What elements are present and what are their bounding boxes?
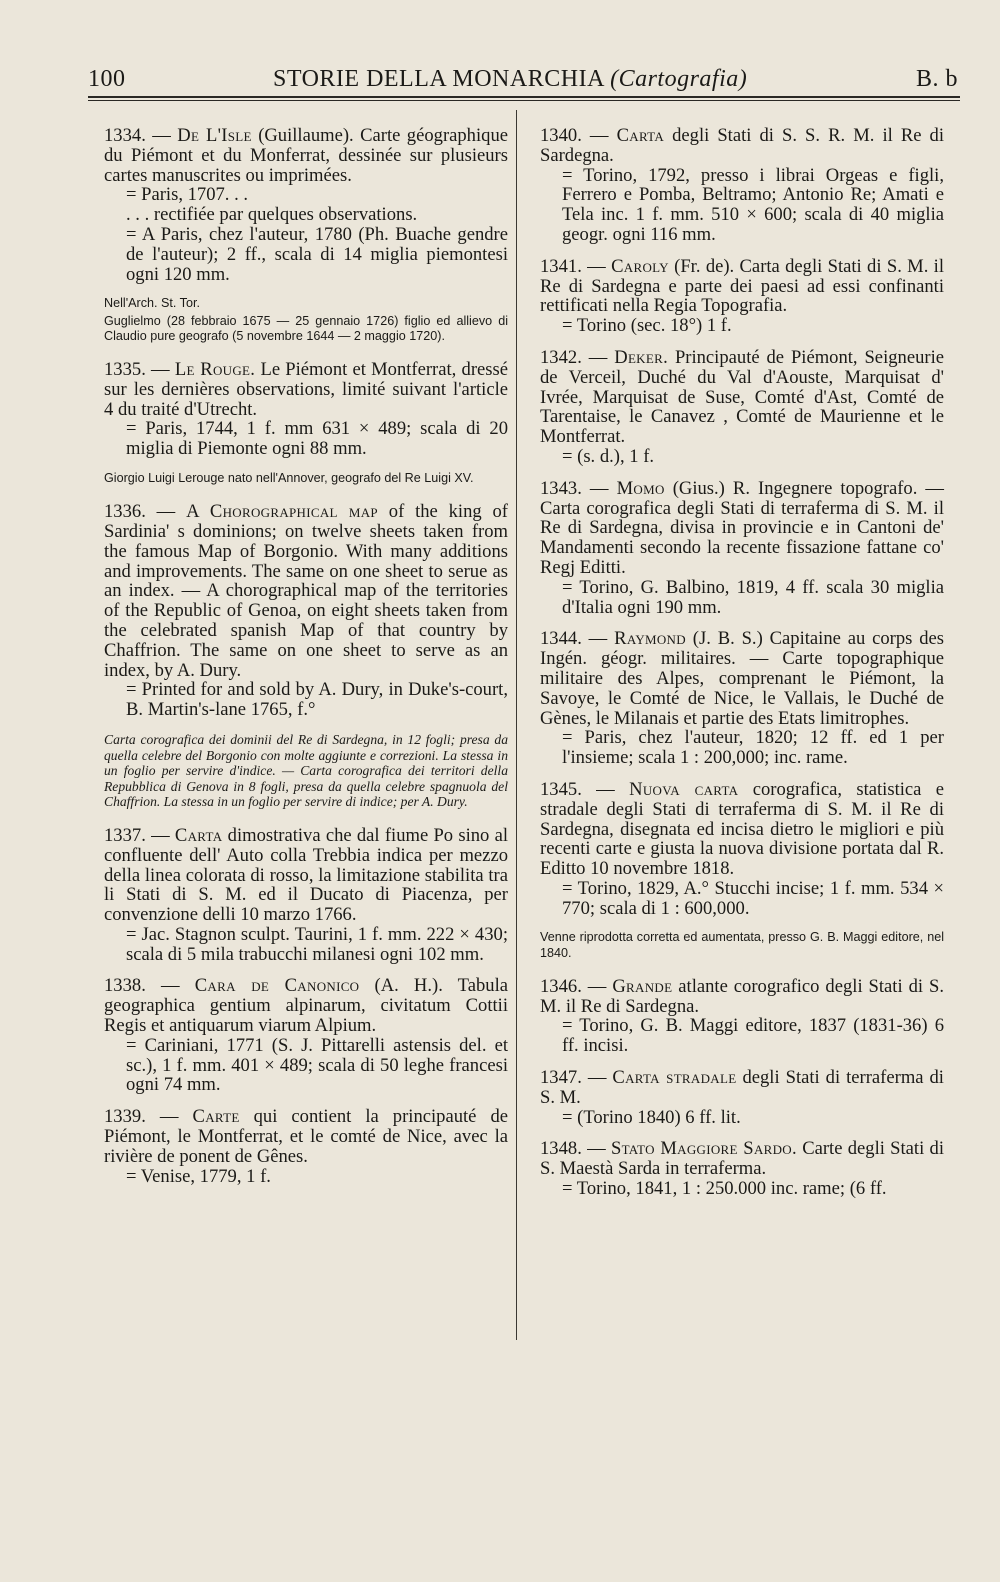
- entry-imprint: = Cariniani, 1771 (S. J. Pittarelli astensis del. et sc.), 1 f. mm. 401 × 489; scala di 50 leghe francesi ogni 74 mm.: [126, 1034, 508, 1096]
- entry-imprint: = Jac. Stagnon sculpt. Taurini, 1 f. mm. 222 × 430; scala di 5 mila trabucchi milanesi ogni 102 mm.: [126, 923, 508, 965]
- left-column: [104, 126, 508, 1198]
- entry-number: 1343. —: [540, 477, 609, 499]
- entry-1341: [540, 257, 944, 336]
- entry-1339: [104, 1107, 508, 1186]
- entry-text: degli Stati di terraferma di S. M.: [540, 1067, 944, 1108]
- entry-author: Deker.: [614, 346, 669, 368]
- entry-author: Carte: [192, 1106, 240, 1128]
- entry-author: A Chorographical map: [186, 501, 378, 523]
- entry-number: 1335. —: [104, 358, 170, 380]
- entry-text: of the king of Sardinia' s dominions; on twelve sheets taken from the famous Map of Borgonio. With many additions and improvements. The same on one sheet to serue as an index. — A chorographical map of the territories of the Republic of Genoa, on eight sheets taken from the celebrated spanish Map of that country by Chaffrion. The same on one sheet to serve as an index, by A. Dury.: [104, 501, 508, 681]
- entry-1340: [540, 126, 944, 245]
- entry-1344: [540, 629, 944, 768]
- entry-number: 1337. —: [104, 824, 170, 846]
- entry-author: De L'Isle: [177, 125, 252, 146]
- running-title-sub: (Cartografia): [610, 66, 748, 92]
- entry-author: Le Rouge.: [174, 358, 256, 380]
- entry-text: corografica, statistica e stradale degli Stati di terraferma di S. M. il Re di Sardegna, disegnata ed incisa dietro le migliori e più recenti carte e giusta la nuova divisione portata dal R. Editto 10 novembre 1818.: [540, 778, 945, 880]
- entry-imprint: = Torino, 1792, presso i librai Orgeas e figli, Ferrero e Pomba, Beltramo; Antonio Re; Amati e Tela inc. 1 f. mm. 510 × 600; scala di 40 miglia geogr. ogni 116 mm.: [562, 164, 944, 245]
- entry-imprint: = Paris, chez l'auteur, 1820; 12 ff. ed 1 per l'insieme; scala 1 : 200,000; inc. rame.: [562, 727, 944, 769]
- entry-imprint: = Torino, 1829, A.° Stucchi incise; 1 f. mm. 534 × 770; scala di 1 : 600,000.: [562, 877, 944, 919]
- entry-imprint: = (Torino 1840) 6 ff. lit.: [562, 1106, 741, 1128]
- entry-imprint: . . . rectifiée par quelques observations.: [126, 204, 418, 226]
- entry-text: dimostrativa che dal fiume Po sino al confluente dell' Auto colla Trebbia indica per mezzo della linea colorata di rosso, la limitazione stabilita tra li Stati di S. M. ed il Ducato di Piacenza, per convenzione delli 10 marzo 1766.: [104, 824, 508, 926]
- entry-number: 1344. —: [540, 628, 608, 650]
- entry-author: Grande: [612, 975, 673, 997]
- entry-number: 1345. —: [540, 778, 615, 800]
- entry-1338: [104, 976, 508, 1095]
- entry-text: (Fr. de). Carta degli Stati di S. M. il Re di Sardegna e parte dei paesi ad essi confinanti rettificati nella Regia Topografia.: [540, 255, 945, 317]
- entry-imprint: = Paris, 1744, 1 f. mm 631 × 489; scala di 20 miglia di Piemonte ogni 88 mm.: [126, 418, 508, 460]
- entry-imprint: = A Paris, chez l'auteur, 1780 (Ph. Buache gendre de l'auteur); 2 ff., scala di 14 miglia piemontesi ogni 120 mm.: [126, 223, 508, 285]
- entry-author: Carta stradale: [612, 1067, 737, 1089]
- entry-1334: [104, 126, 508, 284]
- entry-1345: [540, 780, 944, 919]
- entry-number: 1346. —: [540, 975, 607, 997]
- entry-1342: [540, 348, 944, 467]
- right-column: [540, 126, 944, 1211]
- entry-number: 1348. —: [540, 1138, 606, 1160]
- page-number: 100: [88, 66, 126, 92]
- entry-author: Momo: [616, 477, 665, 499]
- header-rule: [88, 96, 960, 98]
- entry-1343: [540, 479, 944, 618]
- entry-1337: [104, 826, 508, 965]
- entry-author: Carta: [616, 125, 665, 146]
- entry-number: 1338. —: [104, 975, 180, 997]
- entry-author: Raymond: [614, 628, 686, 650]
- running-title-main: STORIE DELLA MONARCHIA: [273, 66, 604, 92]
- entry-text: (A. H.). Tabula geographica gentium alpinarum, civitatum Cottii Regis et antiquarum viarum Alpium.: [104, 975, 508, 1037]
- entry-imprint: = Printed for and sold by A. Dury, in Duke's-court, B. Martin's-lane 1765, f.°: [126, 679, 508, 721]
- entry-text: (J. B. S.) Capitaine au corps des Ingén. géogr. militaires. — Carte topographique militaire des Alpes, comprenant le Piémont, la Savoye, le Comté de Nice, le Vallais, le Duché de Gènes, le Milanais et partie des Etats limitrophes.: [540, 628, 944, 729]
- entry-author: Cara de Canonico: [194, 975, 360, 997]
- entry-1336: [104, 502, 508, 720]
- entry-imprint: = Torino, G. B. Maggi editore, 1837 (1831-36) 6 ff. incisi.: [562, 1015, 944, 1057]
- entry-imprint: = (s. d.), 1 f.: [562, 445, 655, 467]
- entry-note: Giorgio Luigi Lerouge nato nell'Annover, geografo del Re Luigi XV.: [104, 470, 474, 485]
- entry-imprint: = Torino, G. Balbino, 1819, 4 ff. scala 30 miglia d'Italia ogni 190 mm.: [562, 576, 944, 618]
- entry-author: Caroly: [611, 255, 669, 277]
- entry-number: 1341. —: [540, 255, 606, 277]
- header-rule-thin: [88, 100, 960, 101]
- entry-text: atlante corografico degli Stati di S. M. il Re di Sardegna.: [540, 975, 944, 1017]
- entry-number: 1347. —: [540, 1067, 607, 1089]
- entry-note: Guglielmo (28 febbraio 1675 — 25 gennaio 1726) figlio ed allievo di Claudio pure geografo (5 novembre 1644 — 2 maggio 1720).: [104, 313, 508, 343]
- entry-note: Nell'Arch. St. Tor.: [104, 296, 200, 311]
- signature-mark: B. b: [915, 66, 958, 92]
- entry-text: Principauté de Piémont, Seigneurie de Verceil, Duché du Val d'Aouste, Marquisat d' Ivrée, Marquisat de Suse, Comté d'Ast, Comté de Tarentaise, le Canavez , Comté de Maurienne et le Montferrat.: [540, 346, 944, 448]
- entry-author: Nuova carta: [629, 778, 739, 800]
- entry-author: Stato Maggiore Sardo.: [610, 1138, 797, 1160]
- page-header: [88, 62, 958, 98]
- entry-note: Venne riprodotta corretta ed aumentata, presso G. B. Maggi editore, nel 1840.: [540, 930, 944, 960]
- entry-number: 1336. —: [104, 501, 176, 523]
- entry-imprint: = Torino, 1841, 1 : 250.000 inc. rame; (6 ff.: [562, 1178, 887, 1200]
- entry-text: (Guillaume). Carte géographique du Piémont et du Monferrat, dessinée sur plusieurs cartes manuscrites ou imprimées.: [104, 125, 508, 186]
- entry-text: qui contient la principauté de Piémont, le Montferrat, et le comté de Nice, avec la rivière de ponent de Gênes.: [104, 1106, 509, 1167]
- running-title: [273, 66, 747, 93]
- entry-imprint: = Paris, 1707. . .: [126, 184, 249, 206]
- entry-number: 1340. —: [540, 125, 609, 146]
- entry-text: Le Piémont et Montferrat, dressé sur les dernières observations, limité suivant l'article 4 du traité d'Utrecht.: [104, 358, 508, 420]
- entry-imprint: = Venise, 1779, 1 f.: [126, 1165, 271, 1187]
- entry-text: Carte degli Stati di S. Maestà Sarda in terraferma.: [540, 1138, 944, 1180]
- entry-text: (Gius.) R. Ingegnere topografo. — Carta corografica degli Stati di terraferma di S. M. il Re di Sardegna, divisa in provincie e in Cantoni de' Mandamenti secondo la recente fissazione fattane co' Regj Editti.: [540, 477, 944, 578]
- entry-number: 1339. —: [104, 1106, 179, 1128]
- entry-1335: [104, 360, 508, 459]
- entry-text: degli Stati di S. S. R. M. il Re di Sardegna.: [540, 125, 945, 166]
- entry-author: Carta: [174, 824, 223, 846]
- entry-1346: [540, 977, 944, 1056]
- entry-number: 1342. —: [540, 346, 608, 368]
- entry-imprint: = Torino (sec. 18°) 1 f.: [562, 315, 732, 337]
- column-divider: [516, 110, 517, 1340]
- entry-1347: [540, 1068, 944, 1127]
- entry-1348: [540, 1139, 944, 1198]
- entry-note: Carta corografica dei dominii del Re di Sardegna, in 12 fogli; presa da quella celebre del Borgonio con molte aggiunte e correzioni. La stessa in un foglio per servire d'indice. — Carta corografica dei territori della Repubblica di Genova in 8 fogli, presa da quella celebre spagnuola del Chaffrion. La stessa in un foglio per servire di indice; per A. Dury.: [104, 731, 508, 810]
- entry-number: 1334. —: [104, 125, 171, 146]
